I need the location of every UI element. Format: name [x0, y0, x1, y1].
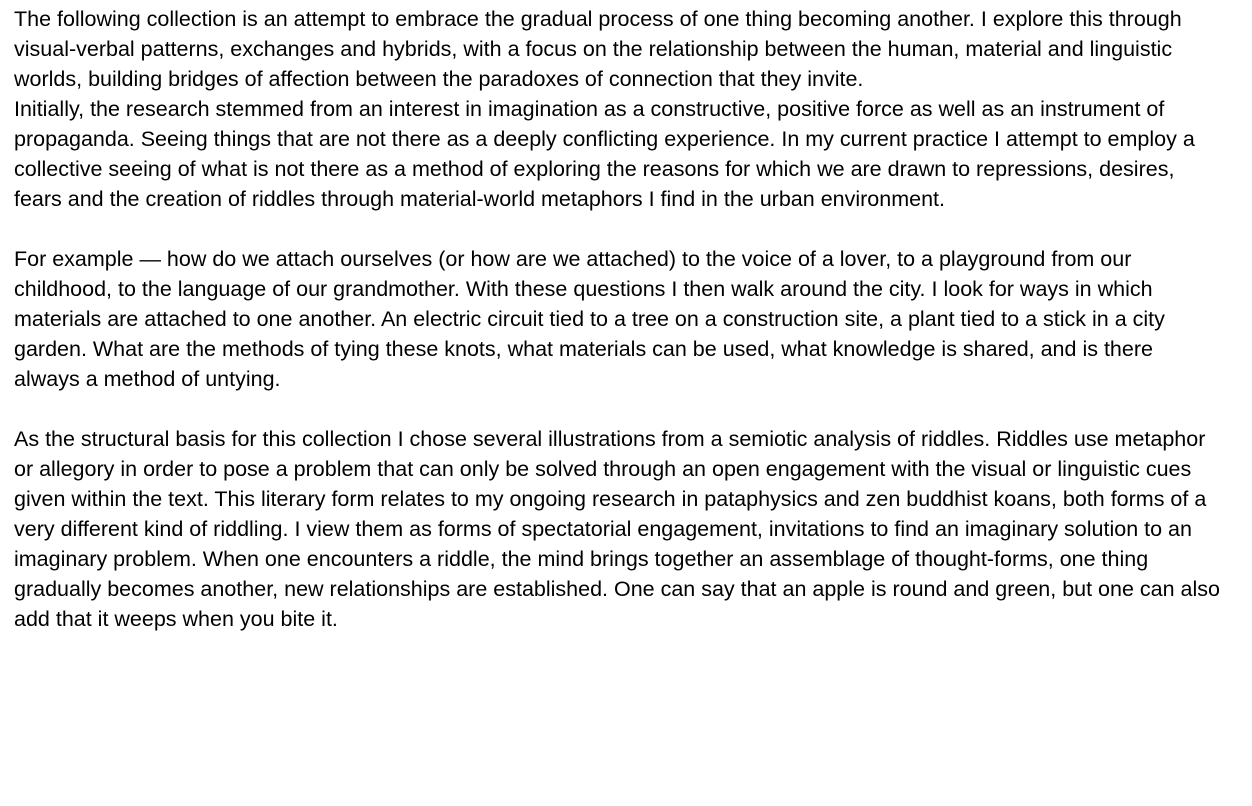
paragraph-intro: The following collection is an attempt to embrace the gradual process of one thing becoming another. I explore this through visual-verbal patterns, exchanges and hybrids, with a focus on the relationship between the human, material and linguistic worlds, building bridges of affection between the paradoxes of connection that they invite.: [14, 7, 1182, 91]
paragraph-research-origin: Initially, the research stemmed from an interest in imagination as a constructive, positive force as well as an instrument of propaganda. Seeing things that are not there as a deeply conflicting experience. In my current practice I attempt to employ a collective seeing of what is not there as a method of exploring the reasons for which we are drawn to repressions, desires, fears and the creation of riddles through material-world metaphors I find in the urban environment.: [14, 97, 1195, 211]
paragraph-structural-basis: As the structural basis for this collection I chose several illustrations from a semiotic analysis of riddles. Riddles use metaphor or allegory in order to pose a problem that can only be solved through an open engagement with the visual or linguistic cues given within the text. This literary form relates to my ongoing research in pataphysics and zen buddhist koans, both forms of a very different kind of riddling. I view them as forms of spectatorial engagement, invitations to find an imaginary solution to an imaginary problem. When one encounters a riddle, the mind brings together an assemblage of thought-forms, one thing gradually becomes another, new relationships are established. One can say that an apple is round and green, but one can also add that it weeps when you bite it.: [14, 427, 1220, 631]
paragraph-example: For example — how do we attach ourselves (or how are we attached) to the voice of a lover, to a playground from our childhood, to the language of our grandmother. With these questions I then walk around the city. I look for ways in which materials are attached to one another. An electric circuit tied to a tree on a construction site, a plant tied to a stick in a city garden. What are the methods of tying these knots, what materials can be used, what knowledge is shared, and is there always a method of untying.: [14, 247, 1165, 391]
